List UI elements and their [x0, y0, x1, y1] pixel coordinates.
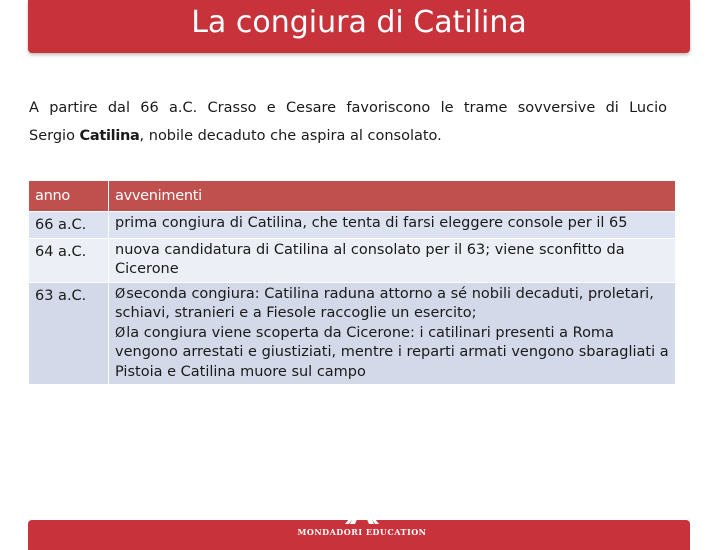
year-cell: 63 a.C.: [29, 282, 109, 385]
year-cell: 66 a.C.: [29, 212, 109, 239]
table-row: [29, 212, 676, 239]
intro-prefix: Sergio: [29, 128, 80, 144]
table-header-row: [29, 181, 676, 212]
intro-paragraph: [29, 94, 667, 150]
intro-bold-name: Catilina: [79, 128, 140, 144]
intro-suffix: , nobile decaduto che aspira al consolato.: [139, 128, 442, 144]
table-row: [29, 238, 676, 282]
event-cell: nuova candidatura di Catilina al consolato per il 63; viene sconfitto da Cicerone: [109, 238, 676, 282]
event-cell: prima congiura di Catilina, che tenta di farsi eleggere console per il 65: [109, 212, 676, 239]
mondadori-logo-icon: [340, 496, 384, 526]
events-table: [28, 180, 676, 385]
arrow-bullet-icon: Ø: [115, 286, 126, 302]
intro-line-1: A partire dal 66 a.C. Crasso e Cesare favoriscono le trame sovversive di Lucio: [29, 100, 667, 116]
table-row: [29, 282, 676, 385]
title-bar: [28, 0, 690, 53]
event-cell: [109, 282, 676, 385]
bullet-text: seconda congiura: Catilina raduna attorno a sé nobili decaduti, proletari, schiavi, stranieri e a Fiesole raccoglie un esercito;: [115, 285, 654, 321]
column-header-events: avvenimenti: [109, 181, 676, 212]
event-bullet-item: [115, 324, 669, 383]
brand-name: MONDADORI EDUCATION: [297, 527, 427, 537]
intro-line-2: [29, 122, 667, 150]
column-header-year: anno: [29, 181, 109, 212]
arrow-bullet-icon: Ø: [115, 325, 126, 341]
bullet-text: la congiura viene scoperta da Cicerone: i catilinari presenti a Roma vengono arrestati e giustiziati, mentre i reparti armati vengono sbaragliati a Pistoia e Catilina muore sul campo: [115, 324, 669, 380]
event-bullet-item: [115, 285, 669, 324]
year-cell: 64 a.C.: [29, 238, 109, 282]
page-title: La congiura di Catilina: [191, 5, 527, 40]
